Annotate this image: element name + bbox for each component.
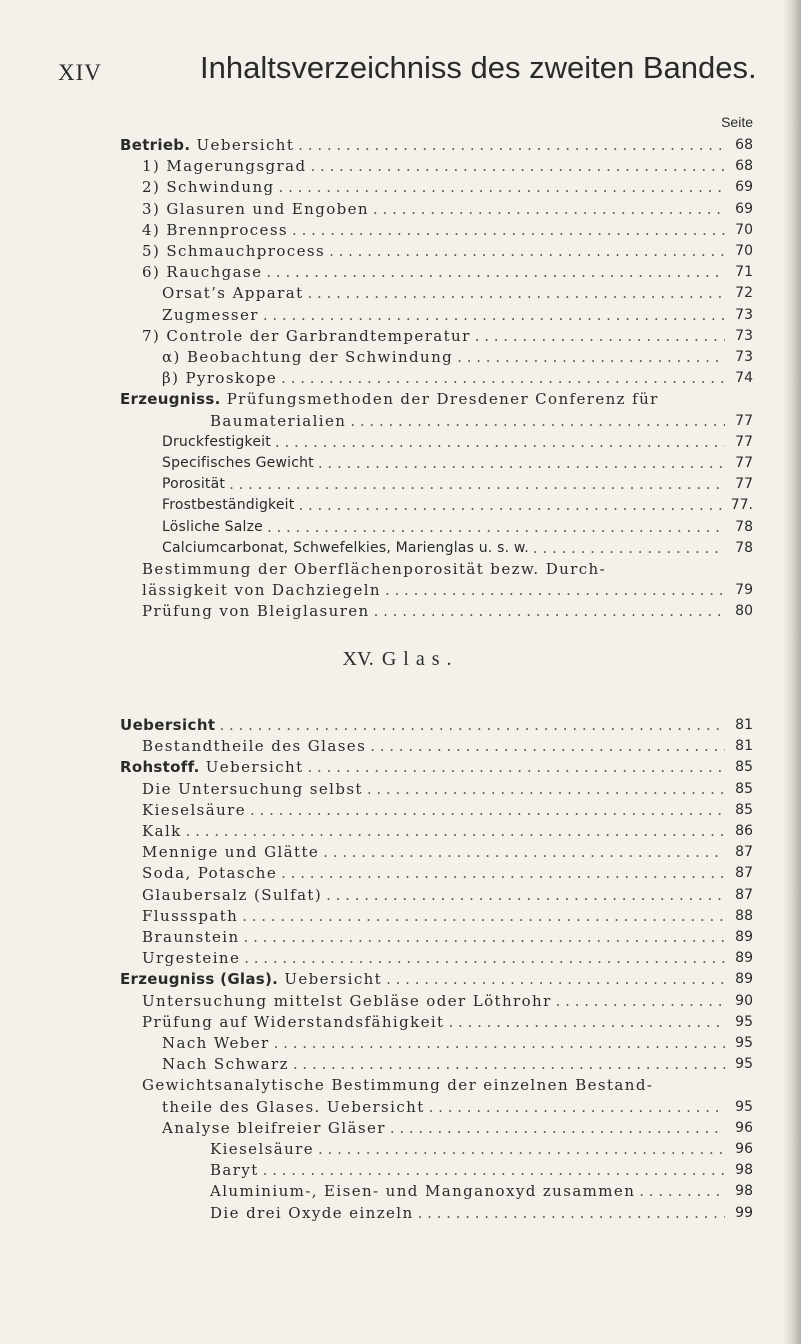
leader-dots [635,1182,725,1200]
toc-entry [0,818,801,840]
leader-dots [386,1119,725,1137]
leader-dots [314,454,725,472]
leader-dots [552,992,725,1010]
toc-entry [0,1178,801,1200]
toc-entry [0,132,801,154]
leader-dots [238,907,725,925]
toc-entry-page: 85 [735,780,753,797]
leader-dots [263,518,725,536]
toc-entry-label: Kalk [142,822,182,840]
toc-entry [0,988,801,1010]
toc-entry [0,1051,801,1073]
toc-entry [0,238,801,260]
leader-dots [275,178,725,196]
toc-entry-label: Orsat’s Apparat [162,284,304,303]
page-number: XIV [58,60,102,85]
toc-entry-page: 95 [735,1035,753,1051]
toc-entry-label: Mennige und Glätte [142,843,320,862]
toc-entry [0,323,801,345]
toc-entry-label: Rohstoff. Uebersicht [120,758,304,777]
toc-entry-label: Bestandtheile des Glases [142,737,367,756]
toc-entry [0,471,801,493]
toc-entry-label: 2) Schwindung [142,178,275,197]
toc-entry-label: Braunstein [142,928,240,946]
toc-entry [0,860,801,882]
toc-entry-page: 96 [735,1141,753,1157]
toc-entry-page: 88 [735,907,753,924]
leader-dots [304,758,726,776]
toc-entry [0,556,801,578]
leader-dots [381,581,725,599]
leader-dots [215,716,725,734]
leader-dots [240,949,725,967]
section-heading [0,648,801,671]
toc-entry [0,450,801,472]
toc-entry-label: Druckfestigkeit [162,433,271,450]
toc-entry-label: Aluminium-, Eisen- und Manganoxyd zusammen [210,1182,636,1201]
leader-dots [322,886,725,904]
leader-dots [529,539,725,557]
toc-entry-page: 78 [735,518,753,535]
toc-entry-label: Baryt [210,1161,259,1180]
leader-dots [277,369,725,387]
toc-entry [0,365,801,387]
toc-entry-label: 7) Controle der Garbrandtemperatur [142,326,471,345]
toc-entry-page: 90 [735,992,753,1009]
toc-entry [0,408,801,430]
toc-entry-label: Kieselsäure [210,1140,315,1158]
toc-entry-page: 78 [735,539,753,556]
leader-dots [414,1204,725,1222]
toc-entry [0,535,801,557]
toc-entry [0,903,801,925]
toc-entry-label: Untersuchung mittelst Gebläse oder Löthrohr [142,991,552,1010]
toc-entry-label: 6) Rauchgase [142,263,263,282]
leader-dots [382,970,725,988]
toc-entry-page: 95 [735,1098,753,1115]
toc-entry [0,196,801,218]
leader-dots [259,1161,725,1179]
toc-entry-page: 85 [735,801,753,818]
page-binding-shadow [783,0,801,1344]
toc-entry-page: 68 [735,137,753,153]
leader-dots [270,1034,725,1052]
leader-dots [240,928,725,946]
leader-dots [366,737,725,755]
toc-entry [0,733,801,755]
leader-dots [444,1013,725,1031]
toc-entry-page: 72 [735,285,753,302]
toc-entry [0,1200,801,1222]
toc-entry-page: 69 [735,179,753,196]
toc-entry-page: 71 [735,264,753,281]
toc-entry [0,1094,801,1116]
leader-dots [246,801,725,819]
toc-entry-page: 98 [735,1162,753,1179]
toc-entry-page: 77 [735,476,753,493]
toc-entry-label: Glaubersalz (Sulfat) [142,885,323,904]
toc-entry [0,1136,801,1158]
leader-dots [294,136,725,154]
toc-entry-label: Kieselsäure [142,800,247,819]
toc-entry [0,280,801,302]
toc-entry-label: 5) Schmauchprocess [142,242,326,260]
toc-entry-label: 4) Brennprocess [142,220,289,239]
leader-dots [325,242,725,260]
leader-dots [346,412,725,430]
toc-entry-page: 96 [735,1119,753,1136]
toc-entry-label: β) Pyroskope [162,369,278,388]
toc-entry-page: 70 [735,243,753,259]
toc-entry-label: Bestimmung der Oberflächenporosität bezw. Durch- [142,560,607,578]
leader-dots [369,200,725,218]
leader-dots [471,327,725,345]
toc-entry [0,1157,801,1179]
leader-dots [182,822,725,840]
toc-entry-page: 98 [735,1183,753,1200]
toc-entry-label: Prüfung von Bleiglasuren [142,602,370,621]
leader-dots [370,602,725,620]
toc-entry-page: 95 [735,1013,753,1030]
section-numeral: XV. [342,648,374,670]
toc-entry-label: Erzeugniss (Glas). Uebersicht [120,970,383,989]
toc-entry-label: Zugmesser [162,305,259,324]
toc-entry-label: 1) Magerungsgrad [142,157,307,176]
leader-dots [425,1098,725,1116]
leader-dots [277,864,725,882]
toc-entry [0,924,801,946]
toc-entry-label: Analyse bleifreier Gläser [162,1118,386,1137]
toc-entry-label: Porosität [162,476,226,493]
toc-entry [0,839,801,861]
toc-entry-page: 80 [735,603,753,620]
toc-entry-label: Baumaterialien [210,411,347,430]
toc-entry-label: Prüfung auf Widerstandsfähigkeit [142,1012,445,1031]
leader-dots [319,843,725,861]
toc-entry-page: 87 [735,886,753,903]
toc-entry-page: 89 [735,929,753,945]
toc-entry [0,153,801,175]
toc-entry-label: theile des Glases. Uebersicht [162,1097,425,1116]
toc-entry-label: Nach Weber [162,1034,270,1052]
seite-column-label: Seite [721,114,753,130]
toc-entry-page: 74 [735,370,753,387]
leader-dots [314,1140,725,1158]
toc-entry-page: 89 [735,950,753,967]
toc-entry [0,598,801,620]
toc-entry [0,1115,801,1137]
toc-entry-page: 87 [735,865,753,882]
toc-entry [0,1030,801,1052]
toc-entry-label: Gewichtsanalytische Bestimmung der einzelnen Bestand- [142,1076,654,1095]
toc-entry-label: Die Untersuchung selbst [142,779,363,798]
toc-entry-page: 79 [735,582,753,599]
toc-entry-page: 95 [735,1056,753,1073]
toc-entry-page: 81 [735,717,753,733]
page-header [58,50,758,100]
leader-dots [453,348,725,366]
leader-dots [271,433,725,451]
toc-entry [0,386,801,408]
toc-entry-page: 87 [735,844,753,861]
toc-entry-label: Lösliche Salze [162,518,263,535]
toc-entry-page: 73 [735,349,753,365]
toc-entry [0,514,801,536]
toc-entry [0,1009,801,1031]
leader-dots [304,284,726,302]
toc-entry-page: 69 [735,200,753,217]
toc-entry-label: Uebersicht [120,716,216,734]
toc-entry [0,776,801,798]
toc-entry-label: Flussspath [142,906,239,925]
toc-entry-label: 3) Glasuren und Engoben [142,199,369,218]
toc-entry-label: α) Beobachtung der Schwindung [162,348,454,366]
leader-dots [289,1055,725,1073]
toc-entry [0,945,801,967]
toc-entry-page: 81 [735,738,753,755]
leader-dots [294,496,725,514]
toc-entry [0,259,801,281]
toc-entry [0,1072,801,1094]
toc-entry-label: Specifisches Gewicht [162,455,314,471]
toc-entry-page: 85 [735,759,753,776]
toc-entry [0,754,801,776]
toc-entry [0,429,801,451]
leader-dots [363,780,725,798]
leader-dots [306,157,725,175]
toc-entry [0,797,801,819]
toc-entry-label: lässigkeit von Dachziegeln [142,581,381,600]
toc-entry [0,302,801,324]
toc-entry-page: 99 [735,1204,753,1221]
page-title: Inhaltsverzeichniss des zweiten Bandes. [200,50,757,85]
toc-entry [0,966,801,988]
toc-entry-page: 70 [735,221,753,238]
toc-entry [0,174,801,196]
leader-dots [259,306,725,324]
toc-entry [0,217,801,239]
toc-entry-label: Frostbeständigkeit [162,497,295,514]
section-name: Glas. [381,648,459,670]
toc-entry-label: Erzeugniss. Prüfungsmethoden der Dresdener Conferenz für [120,390,659,409]
toc-entry-page: 86 [735,823,753,839]
toc-entry-page: 68 [735,158,753,175]
toc-entry [0,492,801,514]
leader-dots [288,221,725,239]
leader-dots [262,263,725,281]
toc-entry [0,577,801,599]
leader-dots [225,475,725,493]
toc-entry-page: 77 [735,412,753,429]
toc-entry [0,712,801,734]
toc-entry-page: 73 [735,306,753,323]
toc-entry-label: Calciumcarbonat, Schwefelkies, Marienglas u. s. w. [162,539,529,556]
toc-entry-label: Urgesteine [142,949,241,968]
toc-entry-label: Betrieb. Uebersicht [120,136,295,154]
toc-entry-label: Nach Schwarz [162,1055,289,1074]
toc-entry-page: 73 [735,327,753,344]
toc-entry-page: 89 [735,971,753,988]
toc-entry [0,344,801,366]
toc-entry-page: 77 [735,433,753,450]
toc-entry-label: Soda, Potasche [142,864,278,883]
toc-entry [0,882,801,904]
toc-entry-page: 77. [730,497,753,514]
toc-entry-page: 77 [735,455,753,471]
toc-entry-label: Die drei Oxyde einzeln [210,1203,414,1222]
